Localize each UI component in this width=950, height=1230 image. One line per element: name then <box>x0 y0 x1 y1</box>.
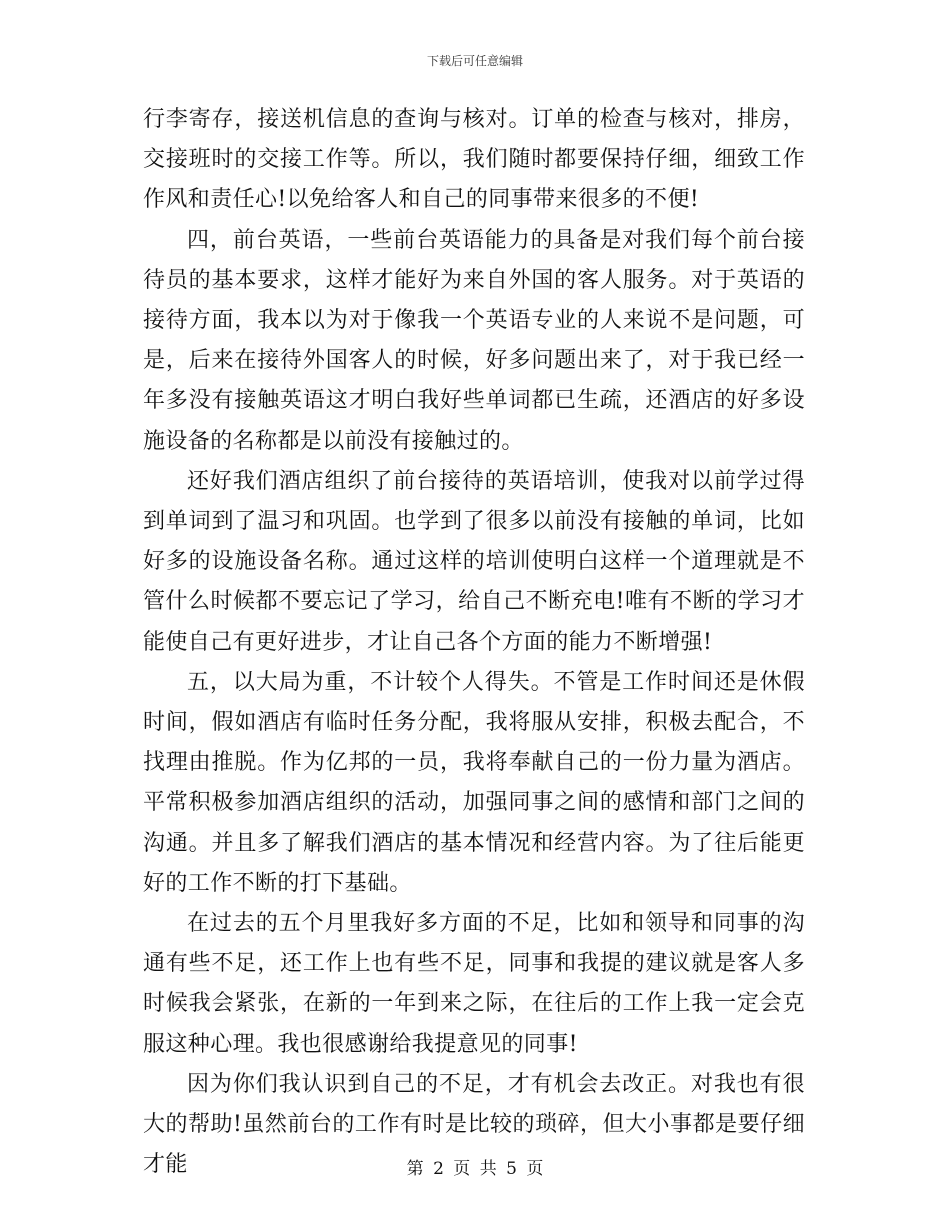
paragraph-2: 四，前台英语，一些前台英语能力的具备是对我们每个前台接待员的基本要求，这样才能好为来自外国的客人服务。对于英语的接待方面，我本以为对于像我一个英语专业的人来说不是问题，可是，后来在接待外国客人的时候，好多问题出来了，对于我已经一年多没有接触英语这才明白我好些单词都已生疏，还酒店的好多设施设备的名称都是以前没有接触过的。 <box>143 227 805 454</box>
paragraph-5: 在过去的五个月里我好多方面的不足，比如和领导和同事的沟通有些不足，还工作上也有些不足，同事和我提的建议就是客人多时候我会紧张，在新的一年到来之际，在往后的工作上我一定会克服这种心理。我也很感谢给我提意见的同事! <box>143 911 805 1057</box>
paragraph-4: 五，以大局为重，不计较个人得失。不管是工作时间还是休假时间，假如酒店有临时任务分配，我将服从安排，积极去配合，不找理由推脱。作为亿邦的一员，我将奉献自己的一份力量为酒店。平常积极参加酒店组织的活动，加强同事之间的感情和部门之间的沟通。并且多了解我们酒店的基本情况和经营内容。为了往后能更好的工作不断的打下基础。 <box>143 669 805 896</box>
paragraph-3: 还好我们酒店组织了前台接待的英语培训，使我对以前学过得到单词到了温习和巩固。也学到了很多以前没有接触的单词，比如好多的设施设备名称。通过这样的培训使明白这样一个道理就是不管什么时候都不要忘记了学习，给自己不断充电!唯有不断的学习才能使自己有更好进步，才让自己各个方面的能力不断增强! <box>143 468 805 655</box>
page-footer: 第 2 页 共 5 页 <box>406 1159 544 1179</box>
paragraph-1: 行李寄存，接送机信息的查询与核对。订单的检查与核对，排房，交接班时的交接工作等。所以，我们随时都要保持仔细，细致工作作风和责任心!以免给客人和自己的同事带来很多的不便! <box>143 107 805 213</box>
paragraph-6: 因为你们我认识到自己的不足，才有机会去改正。对我也有很大的帮助!虽然前台的工作有时是比较的琐碎，但大小事都是要仔细才能 <box>143 1071 805 1178</box>
document-body <box>143 100 805 1185</box>
page-header: 下载后可任意编辑 <box>426 54 523 68</box>
